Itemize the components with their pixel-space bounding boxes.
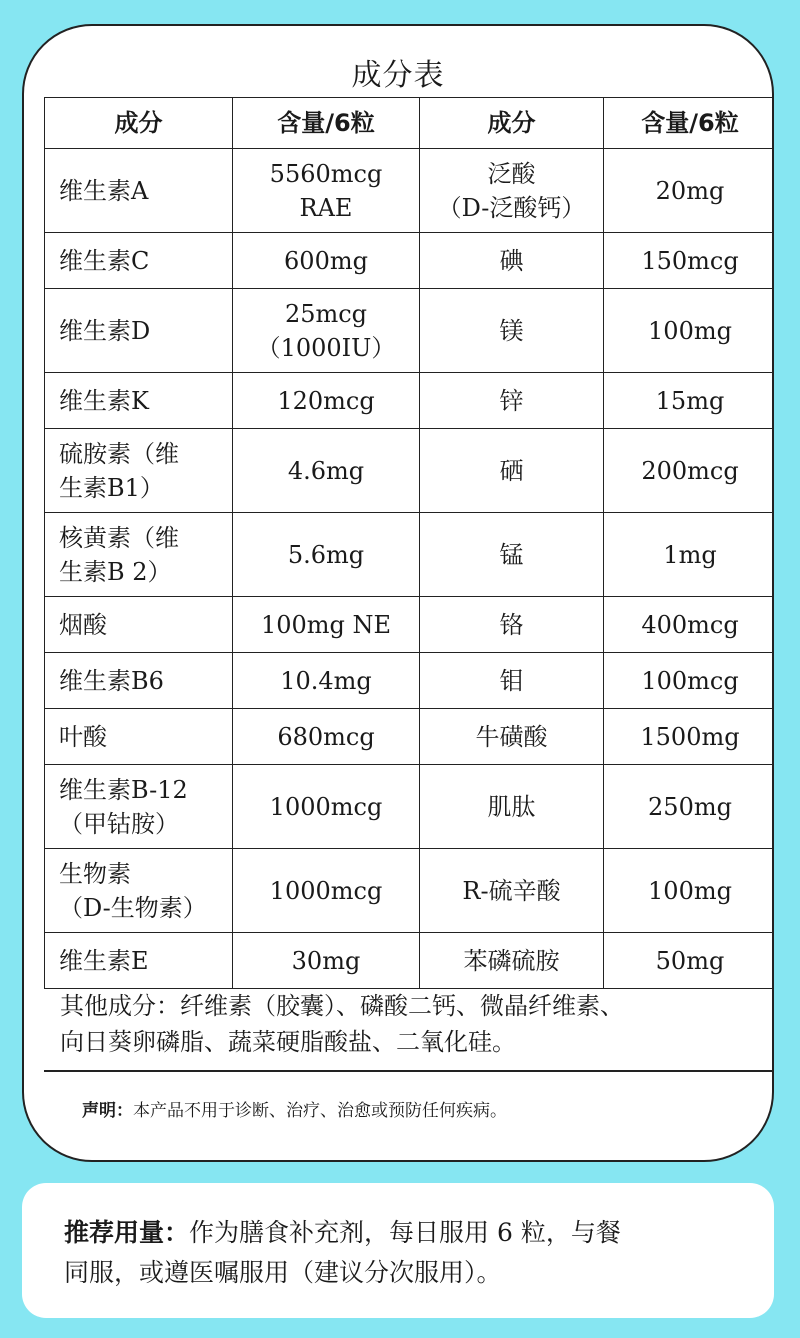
other-ingredients-line: 其他成分：纤维素（胶囊）、磷酸二钙、微晶纤维素、 — [60, 992, 624, 1020]
ingredient-amount-cell — [604, 709, 775, 765]
table-row — [45, 849, 775, 933]
cell-text-line: 镁 — [499, 316, 524, 345]
usage-text: 作为膳食补充剂，每日服用 6 粒，与餐 — [189, 1218, 621, 1247]
ingredient-name-cell — [45, 233, 233, 289]
cell-text-line: 100mg — [648, 876, 732, 905]
ingredient-amount-cell — [604, 933, 775, 989]
ingredient-amount-cell — [604, 289, 775, 373]
ingredient-amount-cell — [233, 597, 420, 653]
header-amount-2: 含量/6粒 — [604, 98, 775, 149]
ingredients-panel — [22, 24, 774, 1162]
table-row — [45, 149, 775, 233]
ingredient-name-cell — [420, 429, 604, 513]
cell-text-line: 维生素E — [59, 946, 149, 975]
table-row — [45, 233, 775, 289]
cell-text-line: 核黄素（维 — [59, 523, 179, 552]
table-row — [45, 289, 775, 373]
cell-text-line: 硒 — [499, 456, 524, 485]
ingredient-name-cell — [420, 373, 604, 429]
ingredients-table — [44, 97, 774, 989]
ingredient-name-cell — [420, 765, 604, 849]
usage-label: 推荐用量： — [64, 1218, 190, 1247]
cell-text-line: 碘 — [499, 246, 524, 275]
cell-text-line: 1000mcg — [269, 792, 383, 821]
recommended-usage — [64, 1213, 734, 1293]
ingredient-name-cell — [45, 513, 233, 597]
cell-text-line: 苯磷硫胺 — [463, 946, 560, 975]
ingredient-amount-cell — [604, 149, 775, 233]
ingredient-amount-cell — [233, 233, 420, 289]
other-ingredients-line: 向日葵卵磷脂、蔬菜硬脂酸盐、二氧化硅。 — [60, 1028, 516, 1056]
cell-text-line: 铬 — [499, 610, 524, 639]
cell-text-line: 600mg — [284, 246, 368, 275]
cell-text-line: 200mcg — [641, 456, 739, 485]
ingredient-amount-cell — [604, 849, 775, 933]
cell-text-line: （甲钴胺） — [59, 809, 179, 838]
ingredient-amount-cell — [233, 849, 420, 933]
cell-text-line: 20mg — [655, 176, 725, 205]
ingredient-name-cell — [45, 653, 233, 709]
cell-text-line: 100mg NE — [260, 610, 392, 639]
cell-text-line: 250mg — [648, 792, 732, 821]
cell-text-line: 维生素B6 — [59, 666, 164, 695]
cell-text-line: 牛磺酸 — [475, 722, 548, 751]
cell-text-line: 120mcg — [277, 386, 375, 415]
cell-text-line: 钼 — [499, 666, 524, 695]
ingredient-amount-cell — [233, 149, 420, 233]
ingredient-amount-cell — [233, 289, 420, 373]
cell-text-line: 5.6mg — [287, 540, 365, 569]
ingredient-name-cell — [45, 849, 233, 933]
cell-text-line: （D-生物素） — [59, 893, 207, 922]
cell-text-line: 1000mcg — [269, 876, 383, 905]
table-row — [45, 765, 775, 849]
table-row — [45, 513, 775, 597]
cell-text-line: 叶酸 — [59, 722, 107, 751]
usage-line — [64, 1213, 734, 1253]
ingredient-name-cell — [420, 513, 604, 597]
usage-line: 同服，或遵医嘱服用（建议分次服用）。 — [64, 1258, 502, 1287]
ingredient-name-cell — [45, 373, 233, 429]
cell-text-line: 泛酸 — [487, 159, 536, 188]
ingredient-amount-cell — [233, 513, 420, 597]
ingredient-name-cell — [45, 765, 233, 849]
divider — [44, 1070, 774, 1072]
ingredient-name-cell — [45, 149, 233, 233]
cell-text-line: 锰 — [499, 540, 524, 569]
table-row — [45, 429, 775, 513]
cell-text-line: 1500mg — [640, 722, 740, 751]
ingredient-amount-cell — [604, 233, 775, 289]
cell-text-line: RAE — [299, 193, 353, 222]
ingredient-name-cell — [420, 653, 604, 709]
header-amount-1: 含量/6粒 — [233, 98, 420, 149]
cell-text-line: 25mcg — [284, 299, 368, 328]
ingredient-amount-cell — [233, 765, 420, 849]
ingredient-amount-cell — [604, 373, 775, 429]
table-body — [45, 149, 775, 989]
ingredient-amount-cell — [233, 373, 420, 429]
ingredient-name-cell — [420, 933, 604, 989]
cell-text-line: 50mg — [655, 946, 725, 975]
ingredient-name-cell — [45, 597, 233, 653]
cell-text-line: 100mg — [648, 316, 732, 345]
cell-text-line: 生素B 2） — [59, 557, 172, 586]
cell-text-line: 4.6mg — [287, 456, 365, 485]
ingredient-name-cell — [420, 289, 604, 373]
cell-text-line: （1000IU） — [256, 333, 396, 362]
table-row — [45, 373, 775, 429]
cell-text-line: 1mg — [663, 540, 717, 569]
table-row — [45, 597, 775, 653]
ingredient-name-cell — [45, 709, 233, 765]
table-header-row — [45, 98, 775, 149]
cell-text-line: 100mcg — [641, 666, 739, 695]
cell-text-line: R-硫辛酸 — [462, 876, 561, 905]
table-row — [45, 709, 775, 765]
usage-card — [22, 1183, 774, 1318]
ingredient-name-cell — [45, 289, 233, 373]
cell-text-line: 150mcg — [641, 246, 739, 275]
ingredient-amount-cell — [233, 933, 420, 989]
ingredient-name-cell — [420, 709, 604, 765]
disclaimer — [82, 1096, 507, 1121]
ingredient-amount-cell — [233, 429, 420, 513]
ingredient-amount-cell — [233, 653, 420, 709]
cell-text-line: 生素B1） — [59, 473, 164, 502]
cell-text-line: 15mg — [655, 386, 725, 415]
ingredient-name-cell — [45, 933, 233, 989]
ingredient-amount-cell — [604, 653, 775, 709]
ingredient-amount-cell — [604, 597, 775, 653]
ingredient-name-cell — [420, 597, 604, 653]
cell-text-line: 维生素C — [59, 246, 150, 275]
cell-text-line: 5560mcg — [269, 159, 383, 188]
table-row — [45, 933, 775, 989]
page-title: 成分表 — [351, 58, 445, 93]
cell-text-line: 维生素D — [59, 316, 151, 345]
ingredient-amount-cell — [604, 765, 775, 849]
ingredient-name-cell — [45, 429, 233, 513]
header-ingredient-1: 成分 — [45, 98, 233, 149]
table-row — [45, 653, 775, 709]
other-ingredients — [60, 988, 770, 1060]
cell-text-line: 锌 — [499, 386, 524, 415]
cell-text-line: 680mcg — [277, 722, 375, 751]
disclaimer-label: 声明： — [82, 1101, 133, 1121]
ingredient-name-cell — [420, 233, 604, 289]
cell-text-line: 硫胺素（维 — [59, 439, 179, 468]
cell-text-line: 肌肽 — [487, 792, 536, 821]
cell-text-line: 30mg — [291, 946, 361, 975]
disclaimer-text: 本产品不用于诊断、治疗、治愈或预防任何疾病。 — [133, 1101, 507, 1121]
cell-text-line: 维生素A — [59, 176, 149, 205]
cell-text-line: 生物素 — [59, 859, 131, 888]
ingredient-amount-cell — [604, 429, 775, 513]
ingredient-amount-cell — [233, 709, 420, 765]
cell-text-line: 10.4mg — [280, 666, 372, 695]
cell-text-line: 400mcg — [641, 610, 739, 639]
cell-text-line: 维生素B-12 — [59, 775, 188, 804]
cell-text-line: （D-泛酸钙） — [437, 193, 586, 222]
cell-text-line: 烟酸 — [59, 610, 107, 639]
ingredient-name-cell — [420, 149, 604, 233]
cell-text-line: 维生素K — [59, 386, 149, 415]
ingredient-amount-cell — [604, 513, 775, 597]
header-ingredient-2: 成分 — [420, 98, 604, 149]
ingredient-name-cell — [420, 849, 604, 933]
